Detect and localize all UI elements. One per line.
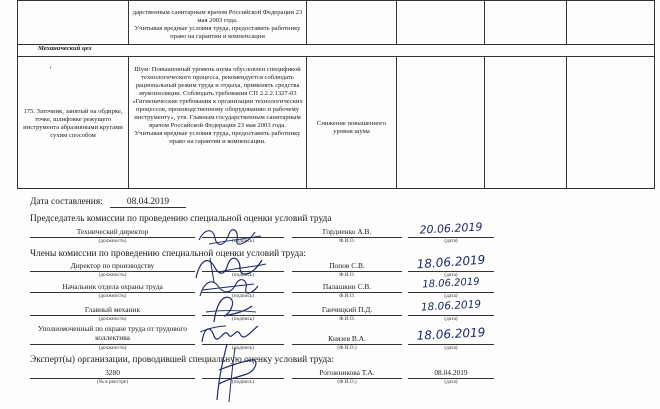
caption-position: (должность) xyxy=(98,238,127,244)
table-cell xyxy=(567,1,655,45)
caption-signature: (подпись) xyxy=(232,345,254,351)
member-name: Ганчицкий П.Д. xyxy=(321,305,373,314)
expert-number: 3280 xyxy=(105,368,120,377)
member-date: 18.06.2019 xyxy=(422,276,480,291)
chairman-signature-row xyxy=(30,220,650,247)
table-cell xyxy=(567,57,655,189)
caption-date: (дата) xyxy=(444,272,458,278)
caption-date: (дата) xyxy=(444,379,458,385)
table-cell xyxy=(485,1,567,45)
expert-heading: Эксперт(ы) организации, проводившей специальную оценку условий труда: xyxy=(30,355,334,365)
measures-table xyxy=(17,0,655,189)
member-position: Начальник отдела охраны труда xyxy=(62,282,163,291)
table-cell xyxy=(18,1,129,45)
caption-position: (должность) xyxy=(98,272,127,278)
caption-date: (дата) xyxy=(444,345,458,351)
table-cell xyxy=(397,1,485,45)
expert-signature-row xyxy=(30,368,650,388)
section-label: Механический цех xyxy=(18,45,655,57)
hazards-text-cont: дарственным санитарным врачом Российской Федерации 23 мая 2003 года. Учитывая вредные условия труда, предоставить работнику право на гарантии и компенсации xyxy=(132,9,303,41)
member-date: 18.06.2019 xyxy=(416,252,486,272)
expert-name: Рогожникова Т.А. xyxy=(319,368,375,377)
member-position: Главный механик xyxy=(84,305,141,314)
caption-position: (должность) xyxy=(98,293,127,299)
table-row xyxy=(18,1,655,45)
table-row-section xyxy=(18,45,655,57)
caption-fio: Ф.И.О. xyxy=(339,272,355,278)
caption-fio: (Ф.И.О.) xyxy=(337,345,357,351)
members-heading: Члены комиссии по проведению специальной оценки условий труда: xyxy=(30,249,306,259)
table-cell xyxy=(307,1,397,45)
expert-date: 08.04.2019 xyxy=(434,368,468,377)
expert-signature xyxy=(205,340,265,406)
row-mark: ' xyxy=(50,65,52,74)
member-position: Директор по производству xyxy=(70,261,155,270)
member-date: 18.06.2019 xyxy=(420,298,482,314)
caption-signature: (подпись) xyxy=(232,316,254,322)
table-cell xyxy=(18,57,129,189)
caption-fio: Ф.И.О. xyxy=(339,316,355,322)
caption-date: (дата) xyxy=(444,293,458,299)
caption-date: (дата) xyxy=(444,238,458,244)
table-cell xyxy=(307,57,397,189)
chairman-heading: Председатель комиссии по проведению специальной оценки условий труда xyxy=(30,214,332,224)
table-cell xyxy=(485,57,567,189)
chairman-signature xyxy=(195,222,265,252)
caption-fio: (Ф.И.О.) xyxy=(337,379,357,385)
table-cell xyxy=(129,57,307,189)
caption-signature: (подпись) xyxy=(232,238,254,244)
chairman-date: 20.06.2019 xyxy=(419,220,483,237)
caption-signature: (подпись) xyxy=(232,272,254,278)
caption-fio: Ф.И.О. xyxy=(339,238,355,244)
member-row xyxy=(30,276,650,302)
member-name: Попов С.В. xyxy=(329,261,365,270)
chairman-position: Технический директор xyxy=(76,227,149,236)
date-compiled-label: Дата составления: xyxy=(30,197,103,207)
table-row xyxy=(18,57,655,189)
position-name: 175. Заточник, занятый на обдирке, точке, шлифовке режущего инструмента абразивными кругами сухим способом xyxy=(23,108,123,140)
table-cell xyxy=(397,57,485,189)
member-name: Палашкин С.В. xyxy=(322,282,372,291)
date-compiled-value: 08.04.2019 xyxy=(110,197,186,208)
caption-signature: (подпись) xyxy=(232,293,254,299)
member-date: 18.06.2019 xyxy=(416,325,486,343)
member-name: Князев В.А. xyxy=(328,334,366,343)
member-row xyxy=(30,298,650,325)
caption-position: (должность) xyxy=(98,345,127,351)
table-cell xyxy=(129,1,307,45)
caption-signature: (подпись) xyxy=(232,379,254,385)
caption-fio: Ф.И.О. xyxy=(339,293,355,299)
caption-date: (дата) xyxy=(444,316,458,322)
measure-goal: Снижение повышенного уровня шума xyxy=(316,120,387,136)
member-position: Уполномоченный по охране труда от трудового коллектива xyxy=(38,324,187,342)
member-row xyxy=(30,325,650,353)
caption-position: (должность) xyxy=(98,316,127,322)
chairman-name: Гордиенко А.В. xyxy=(322,227,372,236)
hazards-text: Шум: Повышенный уровень шума обусловлен спецификой технологического процесса, рекомендуется соблюдать рациональный режим труда и отдыха, применять средства звукоизоляции. Соблюдать требования СП 2.2.2.1327-03 «Гигиенические требования к организации технологических процессов, производственному оборудованию и рабочему инструменту», утв. Главным государственным санитарным врачом Российской Федерации 23 мая 2003 года. Учитывая вредные условия труда, предоставить работнику право на гарантии и компенсации. xyxy=(132,66,303,146)
caption-registry: (№ в реестре) xyxy=(97,379,128,385)
